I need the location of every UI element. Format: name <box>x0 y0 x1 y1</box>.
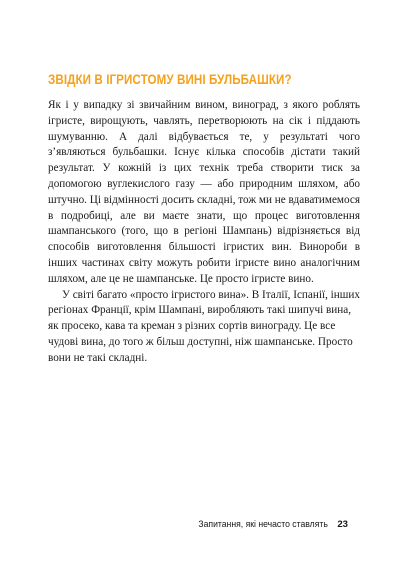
section-heading: ЗВІДКИ В ІГРИСТОМУ ВИНІ БУЛЬБАШКИ? <box>48 72 292 87</box>
running-title: Запитання, які нечасто ставлять <box>198 519 329 530</box>
paragraph-1: Як і у випадку зі звичайним вином, виноград, з якого роблять ігристе, вирощують, чавлять, перетворюють на сік і піддають шумуванню. А далі відбувається те, у результаті чого з’являються бульбашки. Існує кілька способів дістати такий результат. У кожній із цих технік треба створити тиск за допомогою вуглекислого газу — або природним шляхом, або штучно. Ці відмінності досить складні, тож ми не вдаватимемося в подробиці, але ви маєте знати, що процес виготовлення шампанського (того, що в регіоні Шампань) відрізняється від способів виготовлення більшості ігристих вин. Винороби в інших частинах світу можуть робити ігристе вино аналогічним шляхом, але це не шампанське. Це просто ігристе вино. <box>48 99 360 285</box>
body-text <box>48 98 360 367</box>
paragraph-2: У світі багато «просто ігристого вина». В Італії, Іспанії, інших регіонах Франції, крім Шампані, виробляють такі шипучі вина, як просеко, кава та креман з різних сортів винограду. Це все чудові вина, до того ж більш доступні, ніж шампанське. Просто вони не такі складні. <box>48 288 360 364</box>
page-footer <box>184 519 348 531</box>
page-number: 23 <box>337 519 348 530</box>
